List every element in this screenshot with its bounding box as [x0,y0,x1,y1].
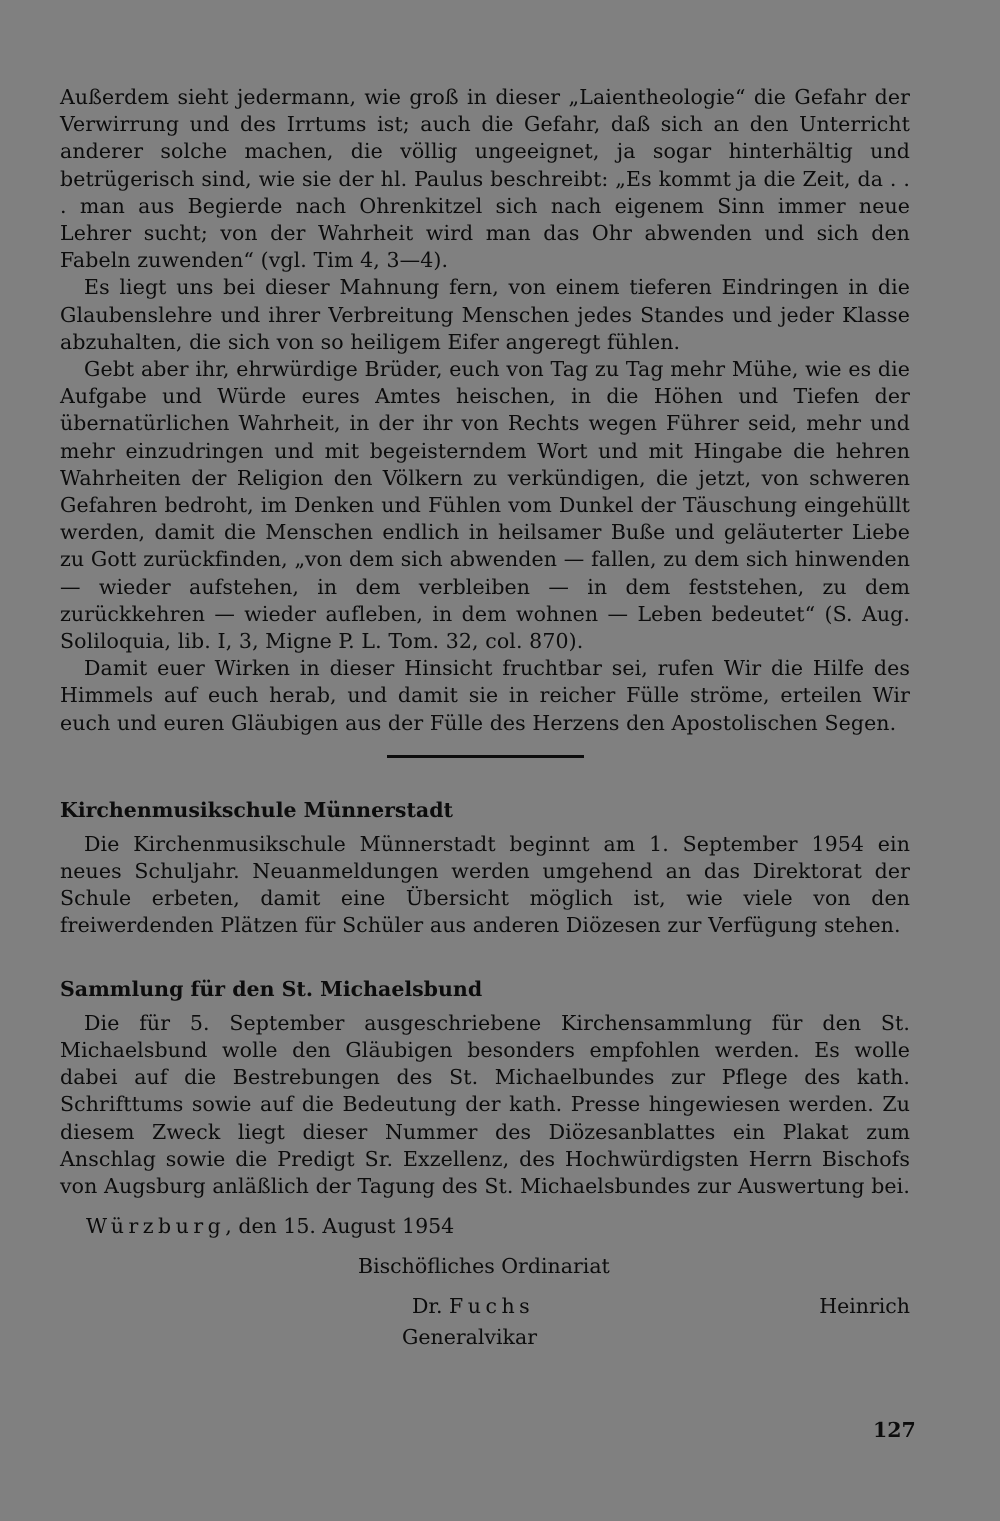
signer-name: Dr. Fuchs [412,1294,535,1319]
right-signer-name: Heinrich [819,1294,910,1319]
section-heading-michaelsbund: Sammlung für den St. Michaelsbund [60,976,483,1001]
date-text: , den 15. August 1954 [225,1214,455,1239]
signer-title: Generalvikar [402,1325,538,1350]
document-page [60,84,910,1357]
page-number: 127 [873,1418,916,1442]
section-text-michaelsbund: Die für 5. September ausgeschriebene Kirchensammlung für den St. Michaelsbund wolle den Gläubigen besonders empfohlen werden. Es wolle dabei auf die Bestrebungen des St. Michaelbundes zur Pflege des kath. Schrifttums sowie auf die Bedeutung der kath. Presse hingewiesen werden. Zu diesem Zweck liegt dieser Nummer des Diözesanblattes ein Plakat zum Anschlag sowie die Predigt Sr. Exzellenz, des Hochwürdigsten Herrn Bischofs von Augsburg anläßlich der Tagung des St. Michaelsbundes zur Auswertung bei. [60,1010,910,1198]
place-name: Würzburg [86,1214,226,1239]
body-paragraph-2: Es liegt uns bei dieser Mahnung fern, von einem tieferen Eindringen in die Glaubenslehre und ihrer Verbreitung Menschen jedes Standes und jeder Klasse abzuhalten, die sich von so heiligem Eifer angeregt fühlen. [60,275,910,354]
section-divider [387,755,584,758]
office-name: Bischöfliches Ordinariat [358,1254,610,1279]
body-paragraph-4: Damit euer Wirken in dieser Hinsicht fruchtbar sei, rufen Wir die Hilfe des Himmels auf euch herab, und damit sie in reicher Fülle ströme, erteilen Wir euch und euren Gläubigen aus der Fülle des Herzens den Apostolischen Segen. [60,656,910,735]
signer-block [402,1291,537,1353]
body-paragraph-1: Außerdem sieht jedermann, wie groß in dieser „Laientheologie“ die Gefahr der Verwirrung und des Irrtums ist; auch die Gefahr, daß sich an den Unterricht anderer solche machen, die völlig ungeeignet, ja sogar hinterhältig und betrügerisch sind, wie sie der hl. Paulus beschreibt: „Es kommt ja die Zeit, da . . . man aus Begierde nach Ohrenkitzel sich nach eigenem Sinn immer neue Lehrer sucht; von der Wahrheit wird man das Ohr abwenden und sich den Fabeln zuwenden“ (vgl. Tim 4, 3—4). [60,85,910,273]
signature-block [60,1291,910,1357]
section-heading-kirchenmusikschule: Kirchenmusikschule Münnerstadt [60,797,454,822]
section-text-kirchenmusikschule: Die Kirchenmusikschule Münnerstadt beginnt am 1. September 1954 ein neues Schuljahr. Neuanmeldungen werden umgehend an das Direktorat der Schule erbeten, damit eine Übersicht möglich ist, wie viele von den freiwerdenden Plätzen für Schüler aus anderen Diözesen zur Verfügung stehen. [60,831,910,938]
body-paragraph-3: Gebt aber ihr, ehrwürdige Brüder, euch von Tag zu Tag mehr Mühe, wie es die Aufgabe und Würde eures Amtes heischen, in die Höhen und Tiefen der übernatürlichen Wahrheit, in der ihr von Rechts wegen Führer seid, mehr und mehr einzudringen und mit begeisterndem Wort und mit Hingabe die hehren Wahrheiten der Religion den Völkern zu verkündigen, die jetzt, von schweren Gefahren bedroht, im Denken und Fühlen vom Dunkel der Täuschung eingehüllt werden, damit die Menschen endlich in heilsamer Buße und geläuterter Liebe zu Gott zurückfinden, „von dem sich abwenden — fallen, zu dem sich hinwenden — wieder aufstehen, in dem verbleiben — in dem feststehen, zu dem zurückkehren — wieder aufleben, in dem wohnen — Leben bedeutet“ (S. Aug. Soliloquia, lib. I, 3, Migne P. L. Tom. 32, col. 870). [60,357,910,654]
place-date-line [60,1212,910,1240]
